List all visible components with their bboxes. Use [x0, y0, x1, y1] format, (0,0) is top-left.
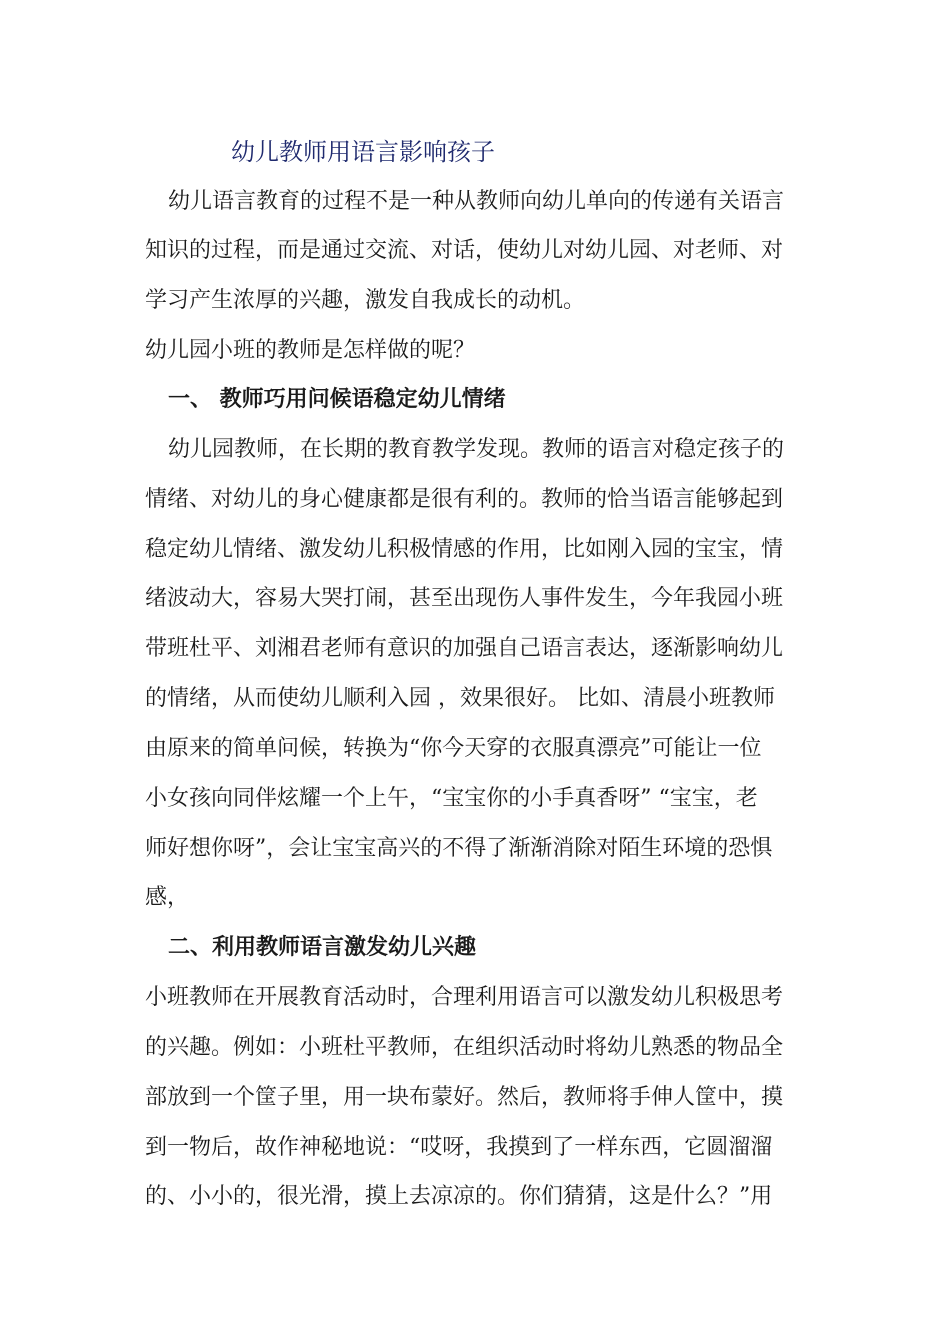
intro-line: 幼儿语言教育的过程不是一种从教师向幼儿单向的传递有关语言 — [168, 189, 785, 214]
section-1-line: 的情绪，从而使幼儿顺利入园 ，效果很好。 比如、清晨小班教师 — [145, 686, 775, 711]
section-1-line: 由原来的简单问候，转换为“你今天穿的衣服真漂亮”可能让一位 — [145, 736, 762, 761]
section-1-line: 师好想你呀”，会让宝宝高兴的不得了渐渐消除对陌生环境的恐惧 — [145, 836, 773, 861]
section-1-line: 情绪、对幼儿的身心健康都是很有利的。教师的恰当语言能够起到 — [145, 487, 784, 512]
section-1-line: 稳定幼儿情绪、激发幼儿积极情感的作用，比如刚入园的宝宝，情 — [145, 537, 784, 562]
section-2-line: 部放到一个筐子里，用一块布蒙好。然后，教师将手伸人筐中，摸 — [145, 1085, 784, 1110]
intro-line: 知识的过程，而是通过交流、对话，使幼儿对幼儿园、对老师、对 — [145, 238, 784, 263]
intro-line: 学习产生浓厚的兴趣，激发自我成长的动机。 — [145, 288, 586, 313]
section-1-line: 带班杜平、刘湘君老师有意识的加强自己语言表达，逐渐影响幼儿 — [145, 636, 784, 661]
section-1-line: 感， — [145, 885, 190, 910]
section-1-line: 幼儿园教师，在长期的教育教学发现。教师的语言对稳定孩子的 — [168, 437, 785, 462]
section-2-heading: 二、利用教师语言激发幼儿兴趣 — [168, 935, 477, 960]
document-title: 幼儿教师用语言影响孩子 — [231, 138, 495, 166]
section-2-line: 的兴趣。例如：小班杜平教师，在组织活动时将幼儿熟悉的物品全 — [145, 1035, 784, 1060]
section-1-line: 小女孩向同伴炫耀一个上午，“宝宝你的小手真香呀” “宝宝，老 — [145, 786, 758, 811]
section-1-line: 绪波动大，容易大哭打闹，甚至出现伤人事件发生，今年我园小班 — [145, 586, 784, 611]
section-2-line: 的、小小的，很光滑，摸上去凉凉的。你们猜猜，这是什么？”用 — [145, 1184, 773, 1209]
section-2-line: 小班教师在开展教育活动时，合理利用语言可以激发幼儿积极思考 — [145, 985, 784, 1010]
section-1-heading: 一、 教师巧用问候语稳定幼儿情绪 — [168, 387, 506, 412]
section-2-line: 到一物后，故作神秘地说：“哎呀，我摸到了一样东西，它圆溜溜 — [145, 1135, 773, 1160]
intro-question: 幼儿园小班的教师是怎样做的呢？ — [145, 338, 476, 363]
